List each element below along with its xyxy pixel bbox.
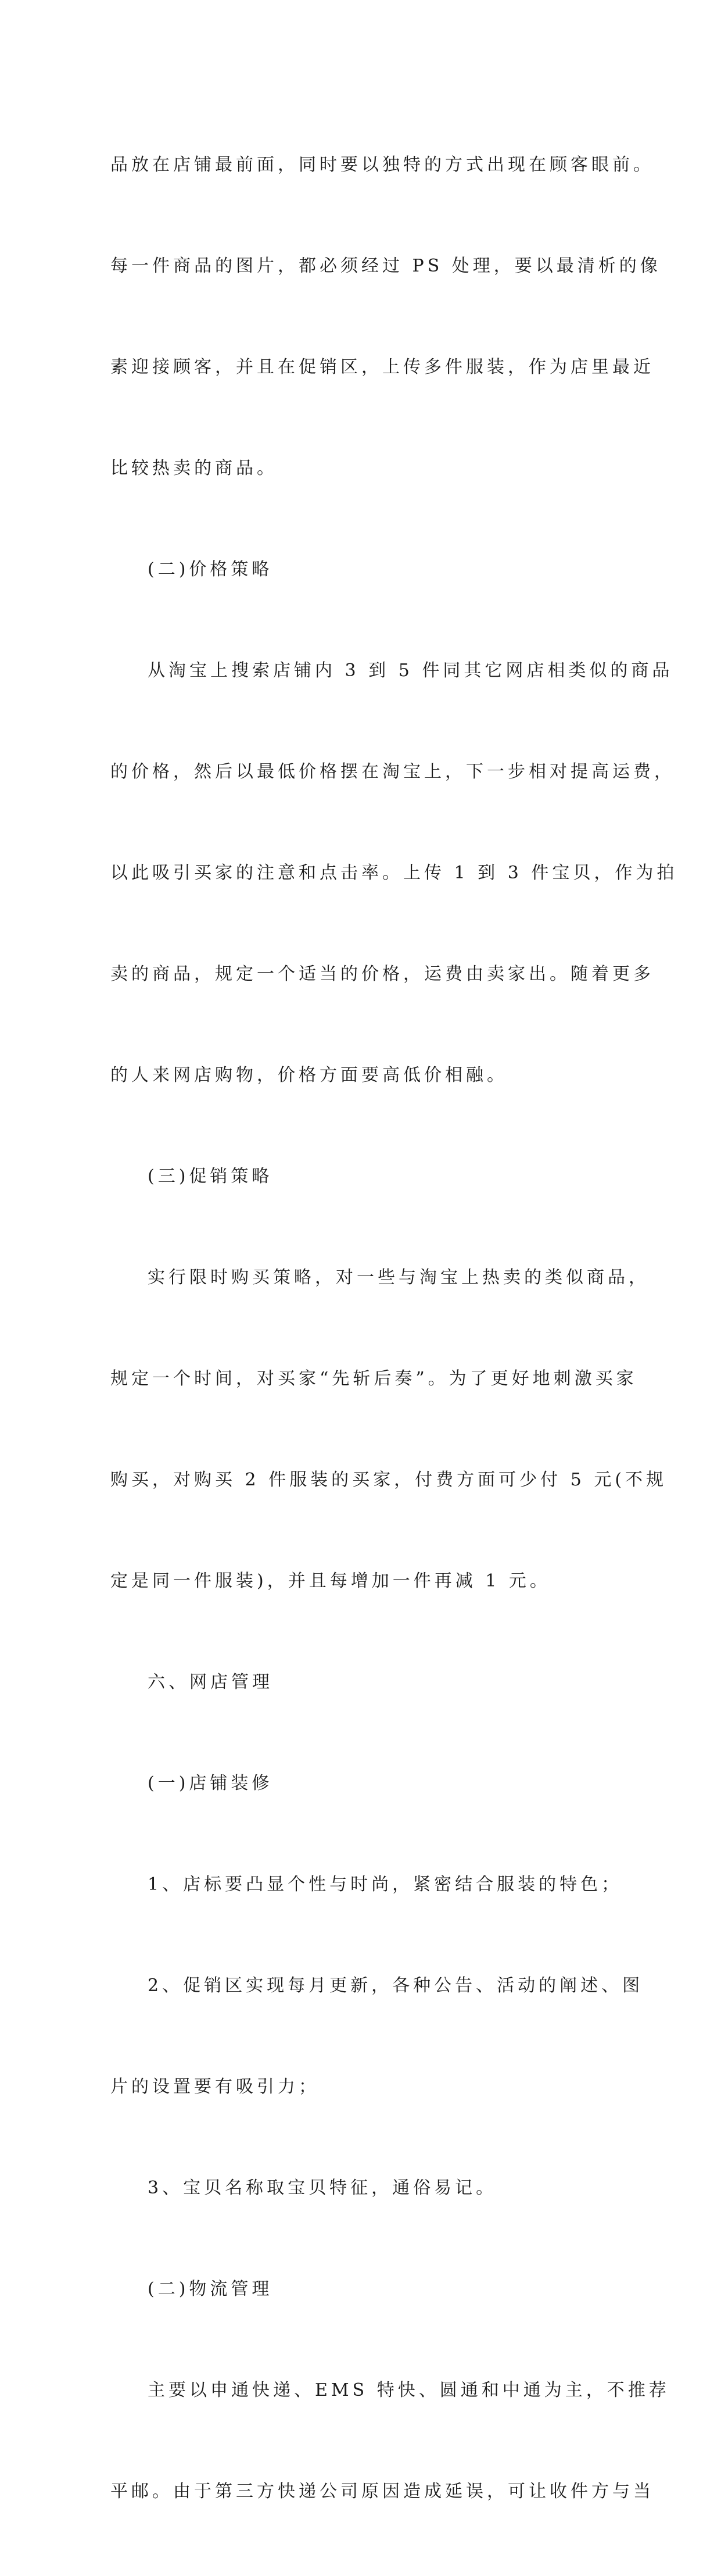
text-line: 的价格，然后以最低价格摆在淘宝上，下一步相对提高运费， xyxy=(110,762,675,782)
text-line: 卖的商品，规定一个适当的价格，运费由卖家出。随着更多 xyxy=(110,964,654,984)
list-item: 3、宝贝名称取宝贝特征，通俗易记。 xyxy=(148,2178,497,2198)
text-line: 购买，对购买 2 件服装的买家，付费方面可少付 5 元(不规 xyxy=(110,1470,668,1490)
text-line: 从淘宝上搜索店铺内 3 到 5 件同其它网店相类似的商品 xyxy=(148,660,673,681)
section-heading: (一)店铺装修 xyxy=(148,1773,273,1793)
text-line: 素迎接顾客，并且在促销区，上传多件服装，作为店里最近 xyxy=(110,357,654,377)
section-heading: (三)促销策略 xyxy=(148,1166,273,1187)
text-line: 定是同一件服装)，并且每增加一件再减 1 元。 xyxy=(110,1571,551,1591)
section-heading: (二)物流管理 xyxy=(148,2279,273,2299)
text-line: 以此吸引买家的注意和点击率。上传 1 到 3 件宝贝，作为拍 xyxy=(110,863,678,883)
body-text xyxy=(110,81,678,2576)
section-heading: (二)价格策略 xyxy=(148,559,273,580)
text-line: 平邮。由于第三方快递公司原因造成延误，可让收件方与当 xyxy=(110,2481,654,2502)
text-line: 片的设置要有吸引力； xyxy=(110,2077,320,2097)
list-item: 1、店标要凸显个性与时尚，紧密结合服装的特色； xyxy=(148,1874,623,1895)
text-line: 主要以申通快递、EMS 特快、圆通和中通为主，不推荐 xyxy=(148,2380,670,2400)
text-line: 规定一个时间，对买家“先斩后奏”。为了更好地刺激买家 xyxy=(110,1369,637,1389)
text-line: 品放在店铺最前面，同时要以独特的方式出现在顾客眼前。 xyxy=(110,155,654,175)
text-line: 每一件商品的图片，都必须经过 PS 处理，要以最清析的像 xyxy=(110,256,661,276)
text-line: 的人来网店购物，价格方面要高低价相融。 xyxy=(110,1065,508,1085)
text-line: 比较热卖的商品。 xyxy=(110,458,278,478)
list-item: 2、促销区实现每月更新，各种公告、活动的阐述、图 xyxy=(148,1975,644,1996)
text-line: 实行限时购买策略，对一些与淘宝上热卖的类似商品， xyxy=(148,1267,650,1288)
chapter-heading: 六、网店管理 xyxy=(148,1672,273,1692)
